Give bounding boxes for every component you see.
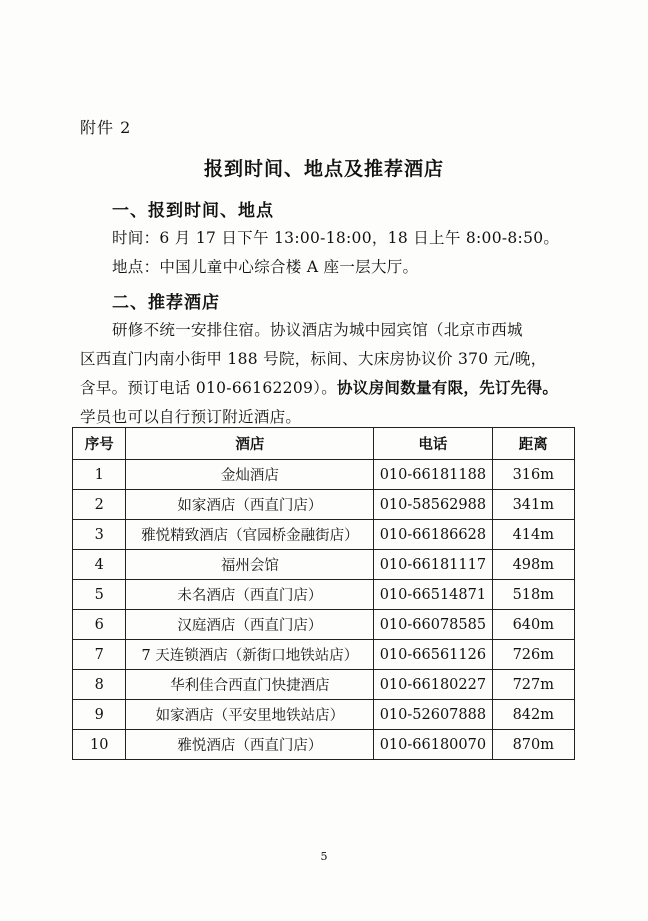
row-distance: 316m bbox=[492, 460, 574, 490]
registration-time: 时间：6 月 17 日下午 13:00-18:00，18 日上午 8:00-8:50。 bbox=[112, 229, 560, 247]
table-row bbox=[73, 670, 575, 700]
row-hotel: 如家酒店（西直门店） bbox=[126, 490, 374, 520]
row-distance: 727m bbox=[492, 670, 574, 700]
row-distance: 842m bbox=[492, 700, 574, 730]
row-distance: 414m bbox=[492, 520, 574, 550]
hotel-paragraph-limited-notice: 协议房间数量有限，先订先得。 bbox=[337, 379, 559, 397]
header-hotel: 酒店 bbox=[126, 428, 374, 460]
table-row bbox=[73, 640, 575, 670]
hotel-paragraph-line-2: 区西直门内南小街甲 188 号院，标间、大床房协议价 370 元/晚， bbox=[80, 350, 547, 368]
registration-place: 地点：中国儿童中心综合楼 A 座一层大厅。 bbox=[112, 258, 419, 276]
row-phone: 010-52607888 bbox=[374, 700, 492, 730]
header-index: 序号 bbox=[73, 428, 126, 460]
row-index: 4 bbox=[73, 550, 126, 580]
row-distance: 640m bbox=[492, 610, 574, 640]
row-hotel: 金灿酒店 bbox=[126, 460, 374, 490]
section-heading-registration: 一、报到时间、地点 bbox=[112, 201, 274, 221]
row-hotel: 7 天连锁酒店（新街口地铁站店） bbox=[126, 640, 374, 670]
row-phone: 010-66181188 bbox=[374, 460, 492, 490]
row-index: 8 bbox=[73, 670, 126, 700]
row-distance: 498m bbox=[492, 550, 574, 580]
table-row bbox=[73, 580, 575, 610]
row-index: 7 bbox=[73, 640, 126, 670]
row-phone: 010-66186628 bbox=[374, 520, 492, 550]
row-distance: 870m bbox=[492, 730, 574, 760]
table-header-row bbox=[73, 428, 575, 460]
row-index: 1 bbox=[73, 460, 126, 490]
row-phone: 010-66078585 bbox=[374, 610, 492, 640]
page-title: 报到时间、地点及推荐酒店 bbox=[203, 158, 444, 180]
table-row bbox=[73, 730, 575, 760]
row-hotel: 雅悦酒店（西直门店） bbox=[126, 730, 374, 760]
row-hotel: 汉庭酒店（西直门店） bbox=[126, 610, 374, 640]
table-row bbox=[73, 700, 575, 730]
row-hotel: 未名酒店（西直门店） bbox=[126, 580, 374, 610]
row-phone: 010-66180227 bbox=[374, 670, 492, 700]
row-index: 9 bbox=[73, 700, 126, 730]
table-row bbox=[73, 490, 575, 520]
row-index: 5 bbox=[73, 580, 126, 610]
row-phone: 010-58562988 bbox=[374, 490, 492, 520]
row-hotel: 雅悦精致酒店（官园桥金融街店） bbox=[126, 520, 374, 550]
row-distance: 341m bbox=[492, 490, 574, 520]
row-distance: 518m bbox=[492, 580, 574, 610]
hotel-table bbox=[72, 427, 575, 760]
row-hotel: 如家酒店（平安里地铁站店） bbox=[126, 700, 374, 730]
header-phone: 电话 bbox=[374, 428, 492, 460]
hotel-paragraph-line-4: 学员也可以自行预订附近酒店。 bbox=[80, 408, 302, 426]
row-index: 6 bbox=[73, 610, 126, 640]
page-number: 5 bbox=[320, 850, 328, 863]
row-distance: 726m bbox=[492, 640, 574, 670]
table-row bbox=[73, 610, 575, 640]
row-phone: 010-66514871 bbox=[374, 580, 492, 610]
row-phone: 010-66180070 bbox=[374, 730, 492, 760]
row-index: 2 bbox=[73, 490, 126, 520]
row-hotel: 福州会馆 bbox=[126, 550, 374, 580]
row-phone: 010-66181117 bbox=[374, 550, 492, 580]
attachment-label: 附件 2 bbox=[80, 118, 132, 137]
hotel-paragraph-line-3 bbox=[80, 376, 558, 398]
section-heading-hotels: 二、推荐酒店 bbox=[112, 293, 220, 313]
hotel-paragraph-line-1: 研修不统一安排住宿。协议酒店为城中园宾馆（北京市西城 bbox=[112, 321, 523, 339]
row-index: 10 bbox=[73, 730, 126, 760]
table-row bbox=[73, 520, 575, 550]
row-hotel: 华利佳合西直门快捷酒店 bbox=[126, 670, 374, 700]
row-index: 3 bbox=[73, 520, 126, 550]
hotel-paragraph-booking-phone: 含早。预订电话 010-66162209）。 bbox=[80, 379, 337, 397]
row-phone: 010-66561126 bbox=[374, 640, 492, 670]
table-row bbox=[73, 460, 575, 490]
table-row bbox=[73, 550, 575, 580]
header-distance: 距离 bbox=[492, 428, 574, 460]
